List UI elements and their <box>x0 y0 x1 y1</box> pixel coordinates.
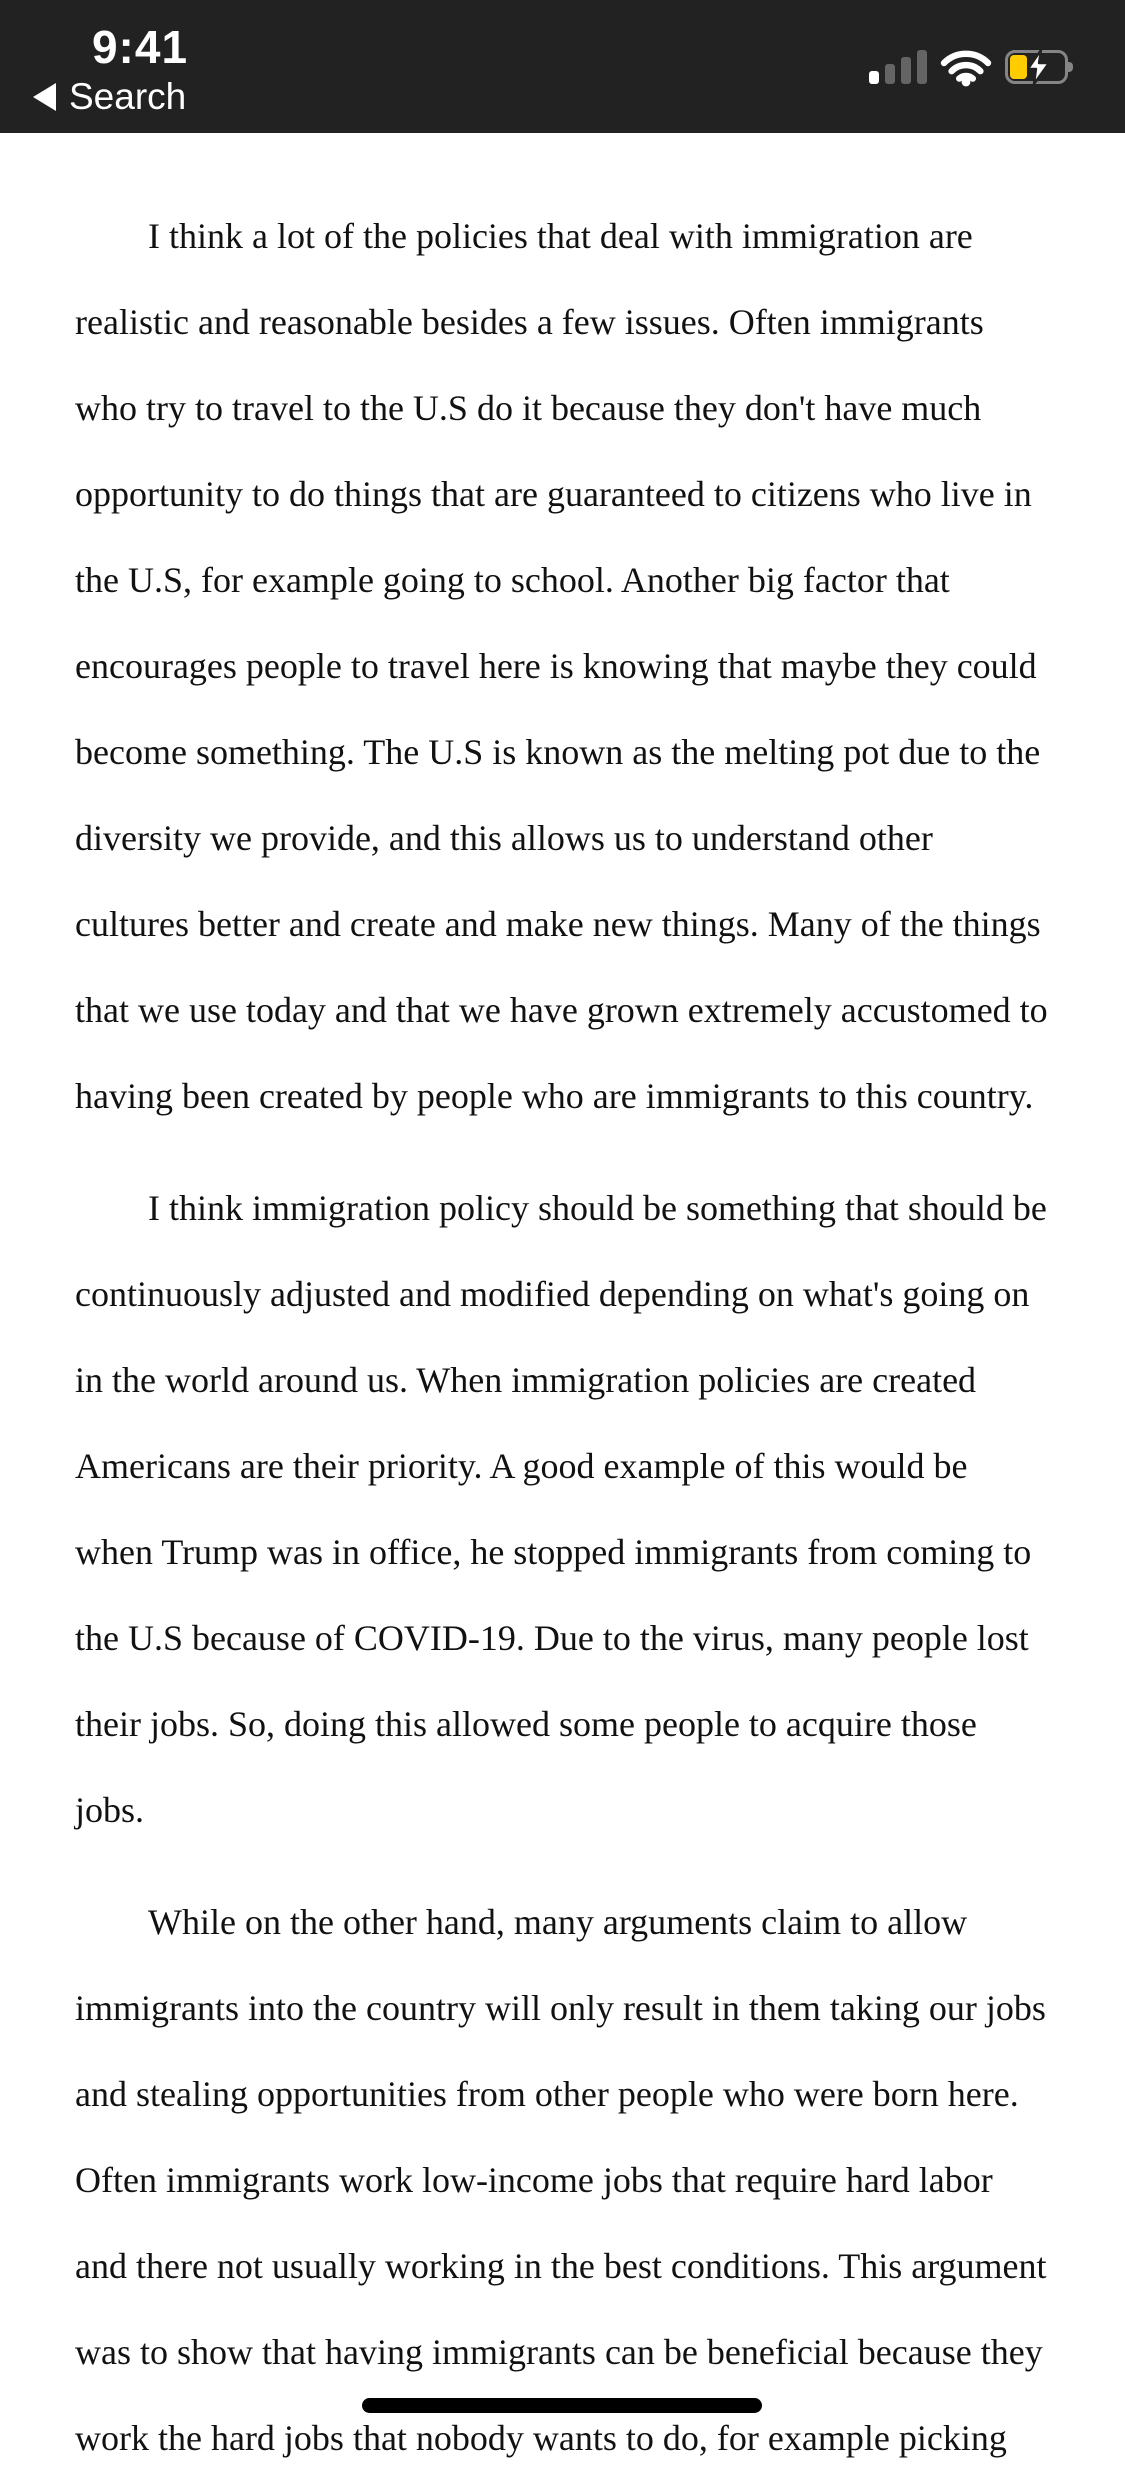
text-line: having been created by people who are immigrants to this country. <box>75 1076 1034 1116</box>
text-line: immigrants into the country will only result in them taking our jobs <box>75 1988 1046 2028</box>
home-indicator[interactable] <box>362 2398 762 2413</box>
text-line: in the world around us. When immigration policies are created <box>75 1360 977 1400</box>
text-line: their jobs. So, doing this allowed some people to acquire those <box>75 1704 977 1744</box>
back-label: Search <box>69 76 187 117</box>
signal-bar-4 <box>917 50 927 84</box>
text-line: and stealing opportunities from other people who were born here. <box>75 2074 1019 2114</box>
text-line: diversity we provide, and this allows us to understand other <box>75 818 933 858</box>
wifi-icon <box>940 48 992 86</box>
text-line: who try to travel to the U.S do it because they don't have much <box>75 388 982 428</box>
text-line: the U.S because of COVID-19. Due to the virus, many people lost <box>75 1618 1029 1658</box>
paragraph-1 <box>75 193 1080 1139</box>
text-line: opportunity to do things that are guaranteed to citizens who live in <box>75 474 1032 514</box>
paragraph-3 <box>75 1879 1080 2481</box>
text-line: when Trump was in office, he stopped immigrants from coming to <box>75 1532 1032 1572</box>
text-line: I think immigration policy should be something that should be <box>148 1188 1047 1228</box>
text-line: cultures better and create and make new things. Many of the things <box>75 904 1041 944</box>
text-line: I think a lot of the policies that deal with immigration are <box>148 216 973 256</box>
text-line: jobs. <box>75 1790 145 1830</box>
status-icons <box>869 48 1075 85</box>
signal-bar-2 <box>885 64 895 84</box>
battery-charging-icon <box>1005 50 1075 84</box>
text-line: Often immigrants work low-income jobs that require hard labor <box>75 2160 993 2200</box>
charging-bolt-icon <box>1021 49 1055 85</box>
signal-bar-1 <box>869 71 879 84</box>
paragraph-2 <box>75 1165 1080 1853</box>
text-line: the U.S, for example going to school. Another big factor that <box>75 560 950 600</box>
back-arrow-icon <box>33 83 56 111</box>
text-line: While on the other hand, many arguments claim to allow <box>148 1902 968 1942</box>
text-line: was to show that having immigrants can be beneficial because they <box>75 2332 1043 2372</box>
battery-cap <box>1068 62 1073 72</box>
cellular-signal-icon <box>869 50 927 85</box>
clock-time: 9:41 <box>91 21 189 73</box>
text-line: become something. The U.S is known as the melting pot due to the <box>75 732 1041 772</box>
text-line: and there not usually working in the best conditions. This argument <box>75 2246 1047 2286</box>
text-line: that we use today and that we have grown extremely accustomed to <box>75 990 1048 1030</box>
signal-bar-3 <box>901 57 911 84</box>
text-line: Americans are their priority. A good example of this would be <box>75 1446 968 1486</box>
back-to-search-link[interactable] <box>33 76 186 118</box>
text-line: continuously adjusted and modified depending on what's going on <box>75 1274 1030 1314</box>
text-line: encourages people to travel here is knowing that maybe they could <box>75 646 1037 686</box>
document-page[interactable] <box>0 133 1125 2458</box>
status-bar <box>0 0 1125 133</box>
text-line: realistic and reasonable besides a few issues. Often immigrants <box>75 302 984 342</box>
text-line: work the hard jobs that nobody wants to do, for example picking <box>75 2418 1007 2458</box>
